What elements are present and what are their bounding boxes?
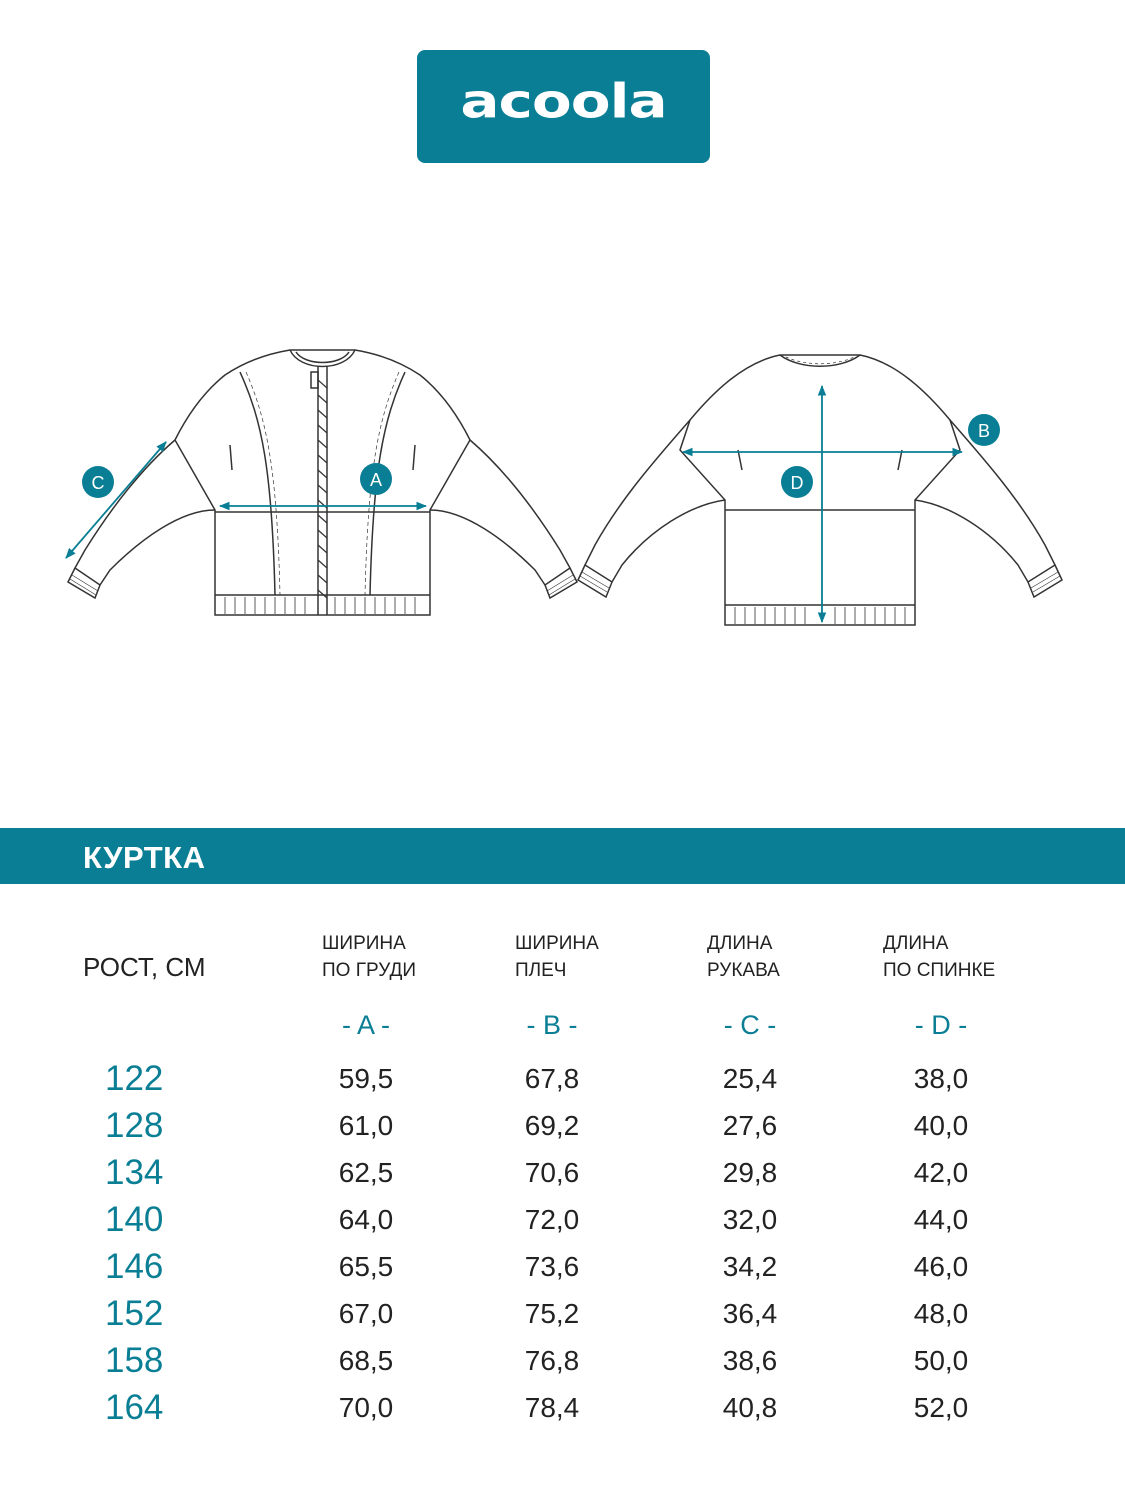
height-cell: 122: [105, 1059, 164, 1098]
label-d: D: [790, 473, 804, 493]
column-header-d: [883, 930, 995, 984]
sleeve-length-cell: 29,8: [722, 1157, 778, 1188]
table-row: [0, 1153, 1125, 1200]
column-header-d-line2: ПО СПИНКЕ: [883, 960, 996, 981]
chest-width-cell: 64,0: [338, 1204, 394, 1235]
height-cell: 134: [105, 1153, 164, 1192]
column-header-b-line1: ШИРИНА: [515, 933, 599, 954]
garment-drawings: [0, 330, 1125, 640]
shoulder-width-cell: 69,2: [524, 1110, 580, 1141]
sleeve-length-cell: 32,0: [722, 1204, 778, 1235]
column-header-a: [322, 930, 416, 984]
height-cell: 152: [105, 1294, 164, 1333]
chest-width-cell: 62,5: [338, 1157, 394, 1188]
shoulder-width-cell: 72,0: [524, 1204, 580, 1235]
column-header-b: [515, 930, 599, 984]
column-letter-c: - C -: [723, 1010, 777, 1040]
shoulder-width-cell: 73,6: [524, 1251, 580, 1282]
back-measurements: [683, 386, 1000, 622]
column-header-b-line2: ПЛЕЧ: [515, 960, 567, 981]
shoulder-width-cell: 67,8: [524, 1063, 580, 1094]
chest-width-cell: 65,5: [338, 1251, 394, 1282]
column-letter-a: - A -: [341, 1010, 390, 1040]
column-header-d-line1: ДЛИНА: [883, 933, 949, 954]
table-row: [0, 1200, 1125, 1247]
back-view: [578, 355, 1062, 625]
section-band: [0, 828, 1125, 884]
section-title: КУРТКА: [83, 840, 206, 875]
chest-width-cell: 61,0: [338, 1110, 394, 1141]
column-header-a-line1: ШИРИНА: [322, 933, 406, 954]
table-row: [0, 1247, 1125, 1294]
hem-ribbing: [225, 597, 415, 614]
sleeve-length-cell: 38,6: [722, 1345, 778, 1376]
row-header: РОСТ, СМ: [83, 952, 206, 982]
sleeve-length-cell: 34,2: [722, 1251, 778, 1282]
column-header-a-line2: ПО ГРУДИ: [322, 960, 416, 981]
chest-width-cell: 70,0: [338, 1392, 394, 1423]
back-length-cell: 48,0: [913, 1298, 969, 1329]
table-row: [0, 1106, 1125, 1153]
back-length-cell: 46,0: [913, 1251, 969, 1282]
front-view: [68, 350, 577, 615]
height-cell: 158: [105, 1341, 164, 1380]
back-length-cell: 40,0: [913, 1110, 969, 1141]
back-length-cell: 44,0: [913, 1204, 969, 1235]
chest-width-cell: 59,5: [338, 1063, 394, 1094]
chest-width-cell: 68,5: [338, 1345, 394, 1376]
sleeve-length-cell: 36,4: [722, 1298, 778, 1329]
height-cell: 140: [105, 1200, 164, 1239]
back-hem-ribbing: [735, 607, 905, 624]
brand-logo-text: acoola: [460, 73, 667, 129]
shoulder-width-cell: 76,8: [524, 1345, 580, 1376]
chest-width-cell: 67,0: [338, 1298, 394, 1329]
brand-logo: [417, 50, 710, 163]
shoulder-width-cell: 75,2: [524, 1298, 580, 1329]
back-length-cell: 38,0: [913, 1063, 969, 1094]
label-c: C: [91, 473, 105, 493]
height-cell: 146: [105, 1247, 164, 1286]
table-row: [0, 1059, 1125, 1106]
shoulder-width-cell: 78,4: [524, 1392, 580, 1423]
column-header-c-line2: РУКАВА: [707, 960, 780, 981]
back-length-cell: 50,0: [913, 1345, 969, 1376]
back-length-cell: 42,0: [913, 1157, 969, 1188]
shoulder-width-cell: 70,6: [524, 1157, 580, 1188]
table-row: [0, 1341, 1125, 1388]
table-row: [0, 1294, 1125, 1341]
column-letter-b: - B -: [526, 1010, 578, 1040]
label-a: A: [369, 470, 383, 490]
sleeve-length-cell: 40,8: [722, 1392, 778, 1423]
table-row: [0, 1388, 1125, 1435]
label-b: B: [977, 421, 991, 441]
column-letter-d: - D -: [914, 1010, 968, 1040]
sleeve-length-cell: 25,4: [722, 1063, 778, 1094]
column-header-c: [707, 930, 780, 984]
column-header-c-line1: ДЛИНА: [707, 933, 773, 954]
height-cell: 128: [105, 1106, 164, 1145]
back-length-cell: 52,0: [913, 1392, 969, 1423]
sleeve-length-cell: 27,6: [722, 1110, 778, 1141]
height-cell: 164: [105, 1388, 164, 1427]
